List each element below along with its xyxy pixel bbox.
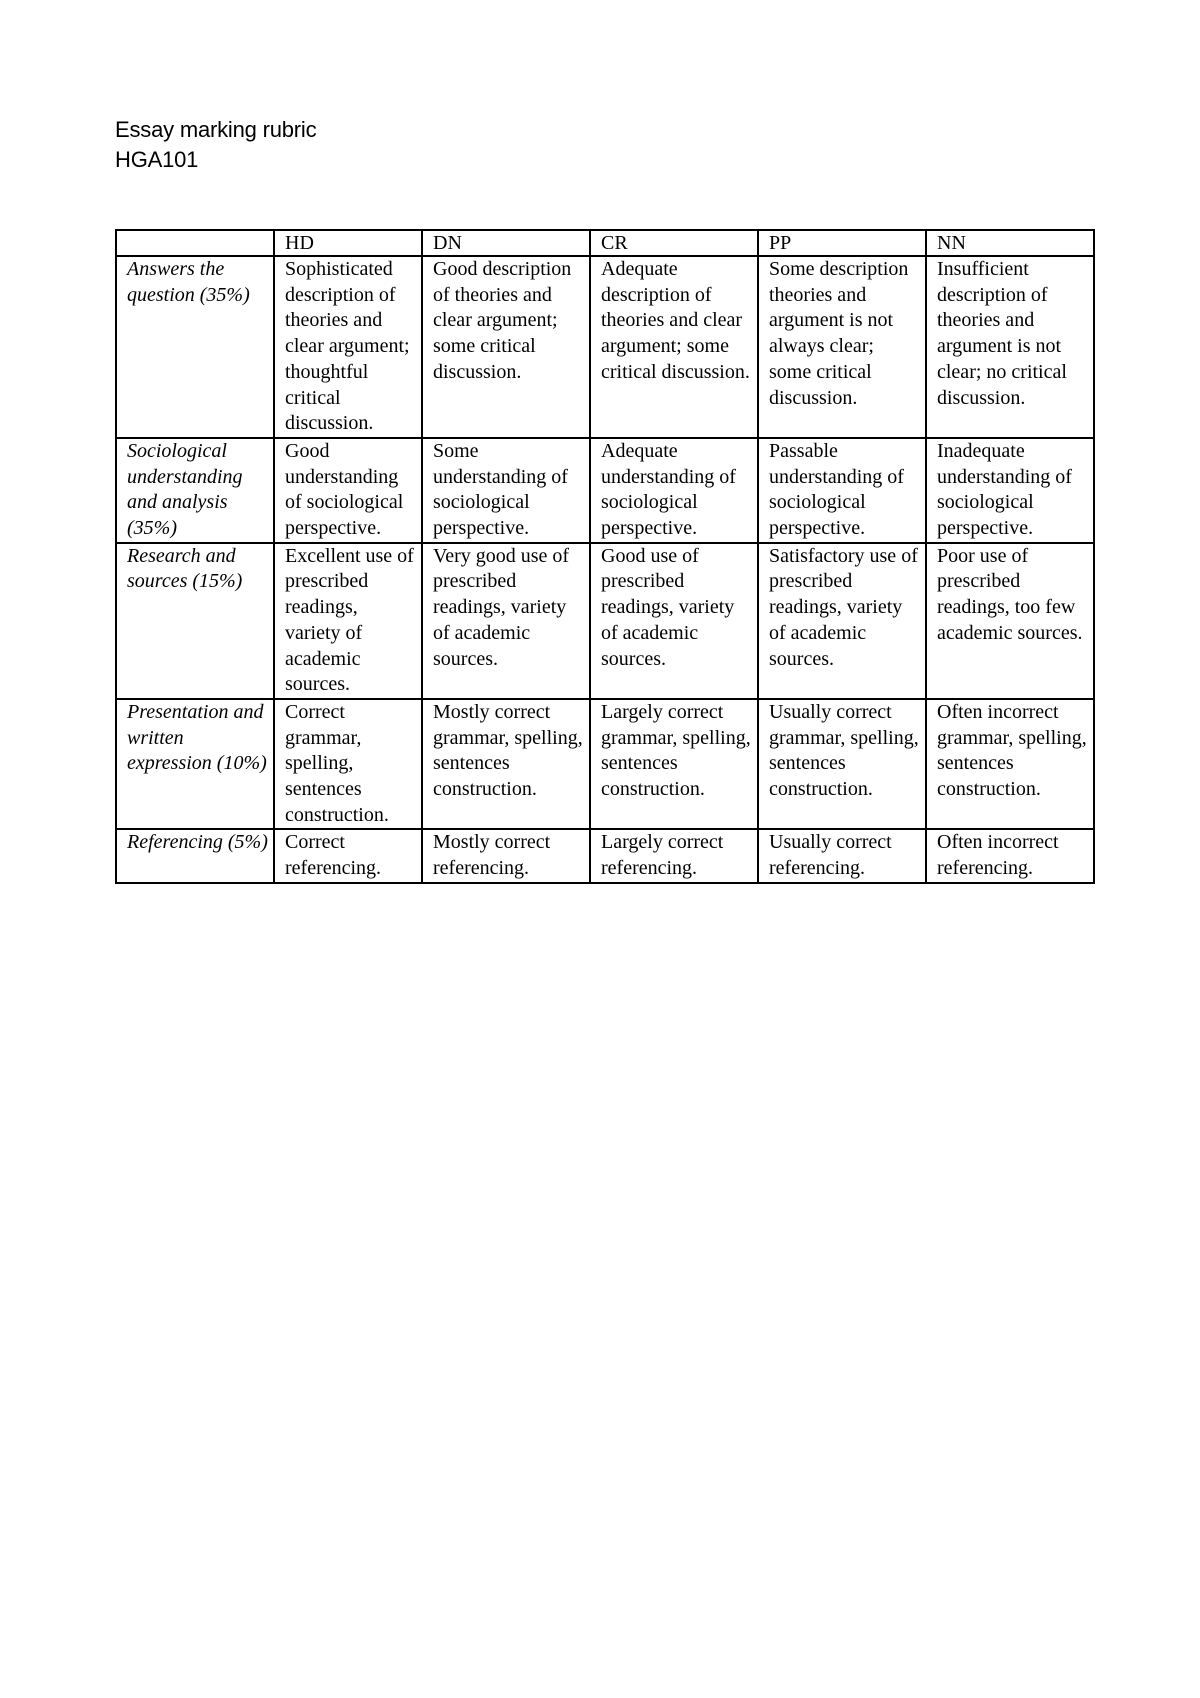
rubric-cell-hd: Correct referencing. [274, 829, 422, 882]
criterion-label: Answers the question (35%) [116, 256, 274, 438]
rubric-row-research-sources [116, 543, 1094, 699]
grade-header-hd: HD [274, 230, 422, 256]
document-title: Essay marking rubric [115, 117, 317, 142]
grade-header-dn: DN [422, 230, 590, 256]
rubric-cell-dn: Mostly correct referencing. [422, 829, 590, 882]
rubric-cell-nn: Poor use of prescribed readings, too few academic sources. [926, 543, 1094, 699]
rubric-cell-pp: Usually correct grammar, spelling, sentences construction. [758, 699, 926, 830]
rubric-row-presentation [116, 699, 1094, 830]
rubric-cell-hd: Correct grammar, spelling, sentences construction. [274, 699, 422, 830]
rubric-cell-cr: Largely correct referencing. [590, 829, 758, 882]
rubric-cell-nn: Often incorrect grammar, spelling, sentences construction. [926, 699, 1094, 830]
rubric-cell-dn: Good description of theories and clear argument; some critical discussion. [422, 256, 590, 438]
rubric-cell-dn: Very good use of prescribed readings, variety of academic sources. [422, 543, 590, 699]
rubric-cell-pp: Satisfactory use of prescribed readings, variety of academic sources. [758, 543, 926, 699]
rubric-cell-cr: Adequate description of theories and clear argument; some critical discussion. [590, 256, 758, 438]
rubric-cell-dn: Mostly correct grammar, spelling, sentences construction. [422, 699, 590, 830]
course-code: HGA101 [115, 147, 199, 172]
rubric-row-sociological-understanding [116, 438, 1094, 543]
rubric-cell-cr: Good use of prescribed readings, variety of academic sources. [590, 543, 758, 699]
rubric-cell-hd: Good understanding of sociological perspective. [274, 438, 422, 543]
grade-header-cr: CR [590, 230, 758, 256]
rubric-cell-pp: Some description theories and argument is not always clear; some critical discussion. [758, 256, 926, 438]
rubric-row-answers-question [116, 256, 1094, 438]
criterion-label: Referencing (5%) [116, 829, 274, 882]
criterion-label: Research and sources (15%) [116, 543, 274, 699]
rubric-row-referencing [116, 829, 1094, 882]
rubric-cell-pp: Passable understanding of sociological perspective. [758, 438, 926, 543]
grade-header-nn: NN [926, 230, 1094, 256]
rubric-cell-hd: Sophisticated description of theories and clear argument; thoughtful critical discussion. [274, 256, 422, 438]
rubric-cell-cr: Adequate understanding of sociological perspective. [590, 438, 758, 543]
rubric-cell-pp: Usually correct referencing. [758, 829, 926, 882]
rubric-header-row [116, 230, 1094, 256]
rubric-cell-hd: Excellent use of prescribed readings, variety of academic sources. [274, 543, 422, 699]
document-heading [115, 115, 316, 175]
rubric-cell-nn: Insufficient description of theories and argument is not clear; no critical discussion. [926, 256, 1094, 438]
rubric-table [115, 229, 1095, 884]
header-corner-cell [116, 230, 274, 256]
rubric-cell-nn: Inadequate understanding of sociological perspective. [926, 438, 1094, 543]
rubric-cell-nn: Often incorrect referencing. [926, 829, 1094, 882]
criterion-label: Sociological understanding and analysis (35%) [116, 438, 274, 543]
grade-header-pp: PP [758, 230, 926, 256]
rubric-cell-dn: Some understanding of sociological perspective. [422, 438, 590, 543]
criterion-label: Presentation and written expression (10%) [116, 699, 274, 830]
rubric-cell-cr: Largely correct grammar, spelling, sentences construction. [590, 699, 758, 830]
